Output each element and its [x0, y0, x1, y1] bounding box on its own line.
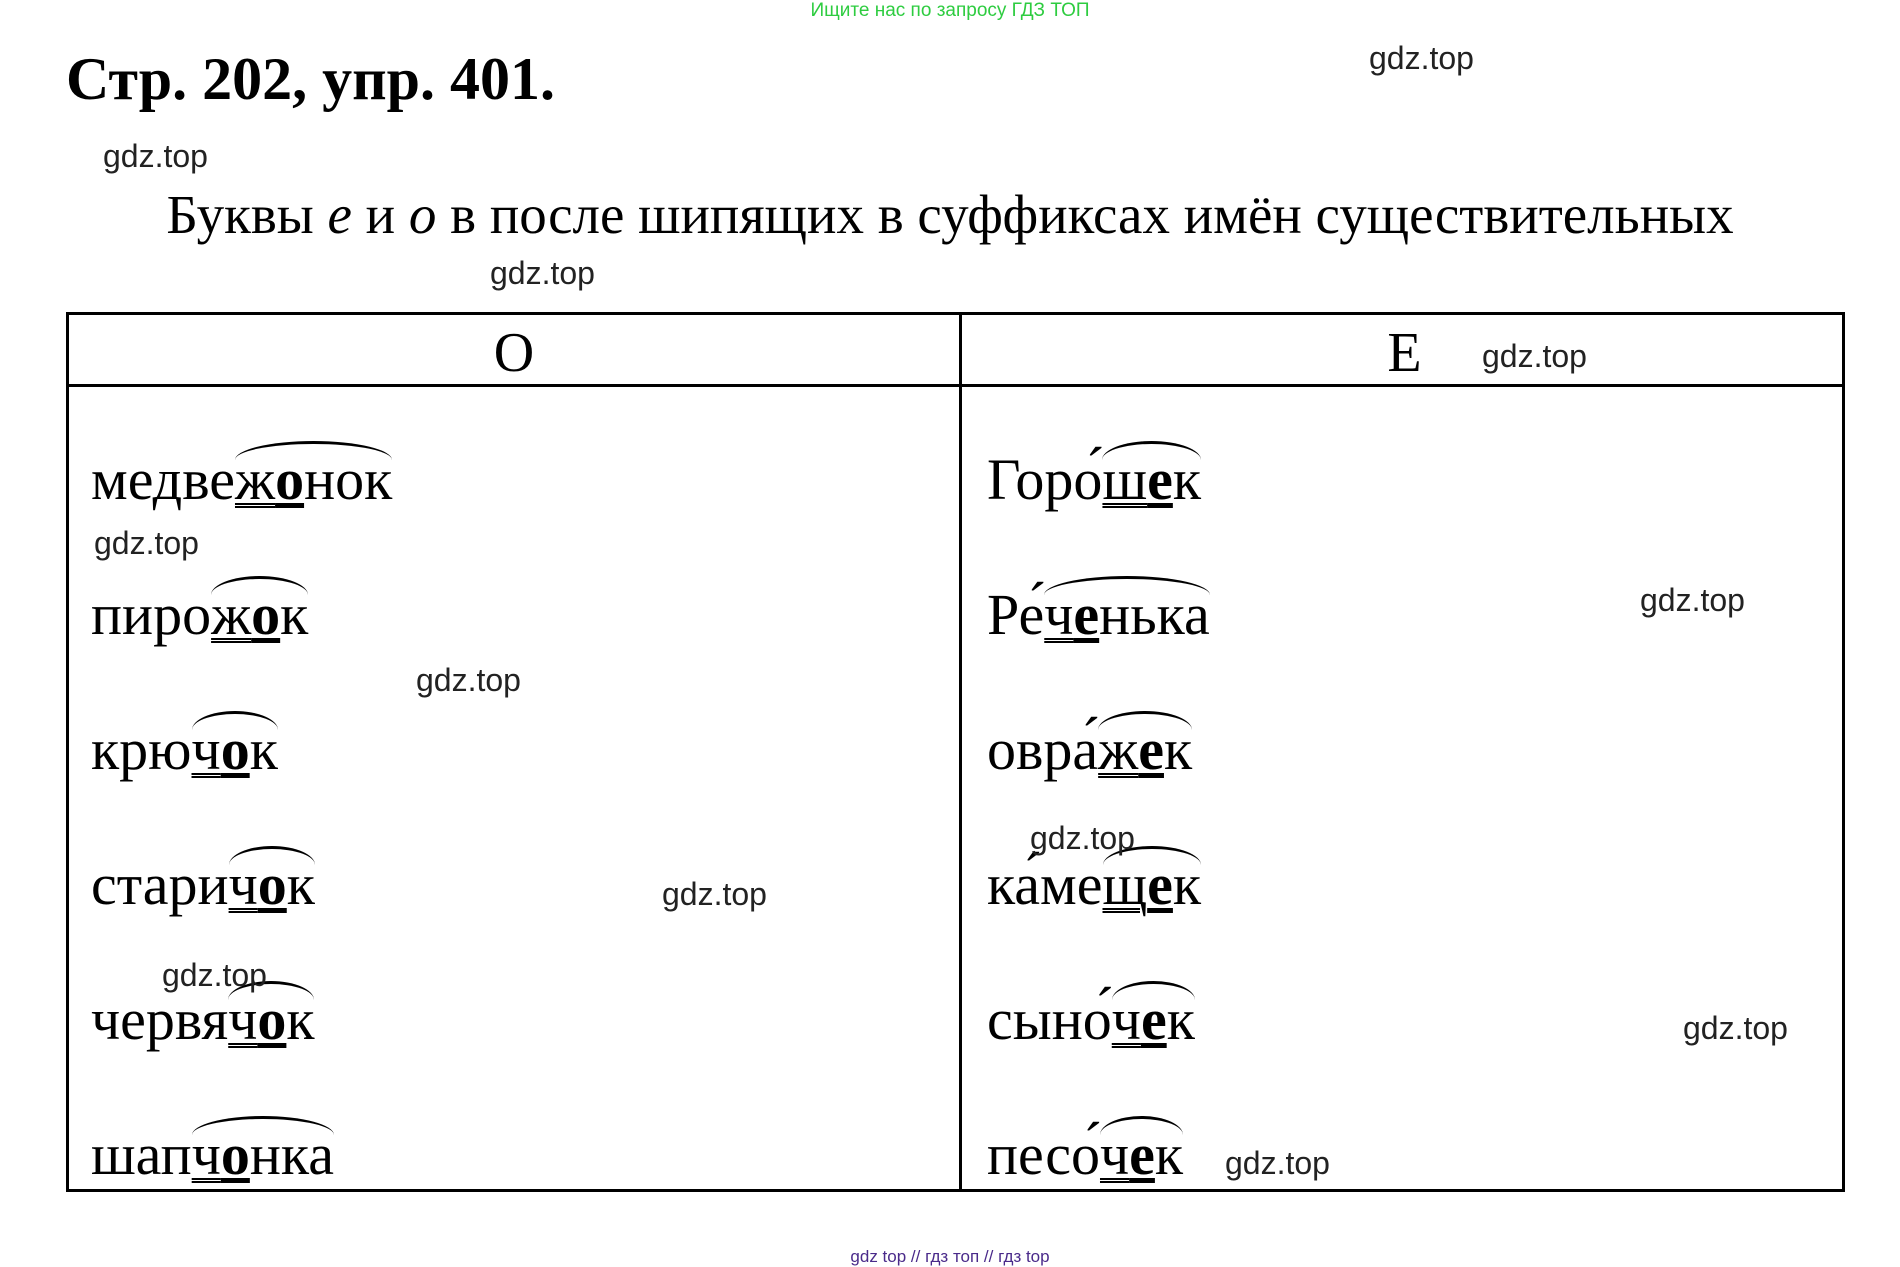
hushing-consonant: ч — [1044, 582, 1074, 647]
word-prefix: крю — [91, 717, 192, 782]
suffix-vowel: о — [257, 987, 287, 1052]
topic-text-1: Буквы — [166, 184, 328, 245]
hushing-consonant: ж — [211, 582, 252, 647]
watermark: gdz.top — [103, 138, 208, 174]
suffix-vowel: е — [1147, 447, 1173, 512]
column-header-e — [962, 315, 1847, 384]
topic-letter-o: о — [408, 184, 437, 245]
column-header-e-letter: Е — [1387, 322, 1422, 384]
topic-text-3: в после шипящих в суффиксах имён существительных — [436, 184, 1734, 245]
header-divider — [69, 384, 1842, 387]
suffix-vowel: о — [251, 582, 281, 647]
topic-title — [0, 180, 1900, 250]
word-ending: нка — [249, 1122, 334, 1187]
watermark: gdz.top — [1225, 1145, 1330, 1181]
suffix-vowel: о — [275, 447, 305, 512]
suffix-arc — [192, 1116, 334, 1135]
hushing-consonant: ш — [1102, 447, 1148, 512]
o-column-word — [91, 445, 392, 515]
word-ending: к — [249, 717, 278, 782]
watermark: gdz.top — [1640, 582, 1745, 618]
e-column-word — [987, 445, 1201, 515]
hushing-consonant: ж — [1098, 717, 1139, 782]
topic-text-2: и — [351, 184, 409, 245]
o-column-word — [91, 580, 308, 650]
suffix-vowel: е — [1129, 1122, 1155, 1187]
suffix-arc — [1100, 1116, 1183, 1135]
e-column-word — [987, 985, 1195, 1055]
watermark: gdz.top — [1482, 338, 1587, 374]
rules-table — [66, 312, 1845, 1192]
suffix-vowel: о — [220, 717, 250, 782]
suffix-vowel: е — [1140, 987, 1167, 1052]
page-title: Стр. 202, упр. 401. — [66, 46, 556, 112]
word-ending: к — [286, 852, 315, 917]
suffix-vowel: е — [1147, 852, 1173, 917]
word-ending: нок — [304, 447, 393, 512]
suffix-vowel: о — [257, 852, 287, 917]
o-column-word — [91, 1120, 334, 1190]
top-banner: Ищите нас по запросу ГДЗ ТОП — [810, 0, 1090, 21]
word-prefix: медве — [91, 447, 235, 512]
watermark: gdz.top — [416, 662, 521, 698]
suffix-arc — [1112, 981, 1195, 1000]
watermark: gdz.top — [1683, 1010, 1788, 1046]
suffix-arc — [211, 576, 308, 595]
suffix-arc — [1098, 711, 1192, 730]
word-ending: к — [1166, 987, 1195, 1052]
o-column-word — [91, 985, 315, 1055]
hushing-consonant: ч — [1111, 987, 1141, 1052]
word-ending: к — [1172, 852, 1202, 917]
hushing-consonant: ч — [228, 987, 258, 1052]
word-prefix: ка́ме — [987, 852, 1103, 917]
suffix-vowel: о — [220, 1122, 250, 1187]
column-divider — [959, 315, 962, 1189]
word-prefix: Горо́ — [987, 447, 1103, 512]
hushing-consonant: ч — [191, 1122, 221, 1187]
footer-links[interactable]: gdz top // гдз топ // гдз top — [850, 1247, 1050, 1266]
e-column-word — [987, 715, 1192, 785]
word-prefix: стари — [91, 852, 229, 917]
suffix-arc — [235, 441, 392, 460]
word-ending: к — [286, 987, 315, 1052]
word-ending: к — [1154, 1122, 1184, 1187]
watermark: gdz.top — [94, 525, 199, 561]
word-prefix: сыно́ — [987, 987, 1112, 1052]
word-prefix: овра́ — [987, 717, 1099, 782]
hushing-consonant: ч — [228, 852, 258, 917]
watermark: gdz.top — [662, 876, 767, 912]
watermark: gdz.top — [162, 957, 267, 993]
word-prefix: червя — [91, 987, 229, 1052]
suffix-vowel: е — [1073, 582, 1100, 647]
word-prefix: песо́ — [987, 1122, 1100, 1187]
watermark: gdz.top — [490, 255, 595, 291]
e-column-word — [987, 580, 1210, 650]
word-ending: к — [280, 582, 309, 647]
suffix-arc — [192, 711, 278, 730]
word-prefix: шап — [91, 1122, 192, 1187]
word-ending: к — [1172, 447, 1202, 512]
hushing-consonant: ч — [1099, 1122, 1130, 1187]
hushing-consonant: ч — [191, 717, 221, 782]
e-column-word — [987, 1120, 1183, 1190]
word-prefix: Ре́ — [987, 582, 1045, 647]
e-column-word — [987, 850, 1201, 920]
hushing-consonant: ж — [234, 447, 276, 512]
word-ending: к — [1163, 717, 1193, 782]
o-column-word — [91, 850, 315, 920]
suffix-vowel: е — [1138, 717, 1164, 782]
hushing-consonant: щ — [1102, 852, 1148, 917]
watermark: gdz.top — [1369, 40, 1474, 76]
word-ending: нька — [1099, 582, 1210, 647]
column-header-o: О — [493, 322, 535, 384]
watermark: gdz.top — [1030, 820, 1135, 856]
suffix-arc — [1102, 441, 1201, 460]
suffix-arc — [1044, 576, 1210, 595]
topic-letter-e: е — [327, 184, 352, 245]
suffix-arc — [229, 846, 315, 865]
word-prefix: пиро — [91, 582, 212, 647]
o-column-word — [91, 715, 278, 785]
